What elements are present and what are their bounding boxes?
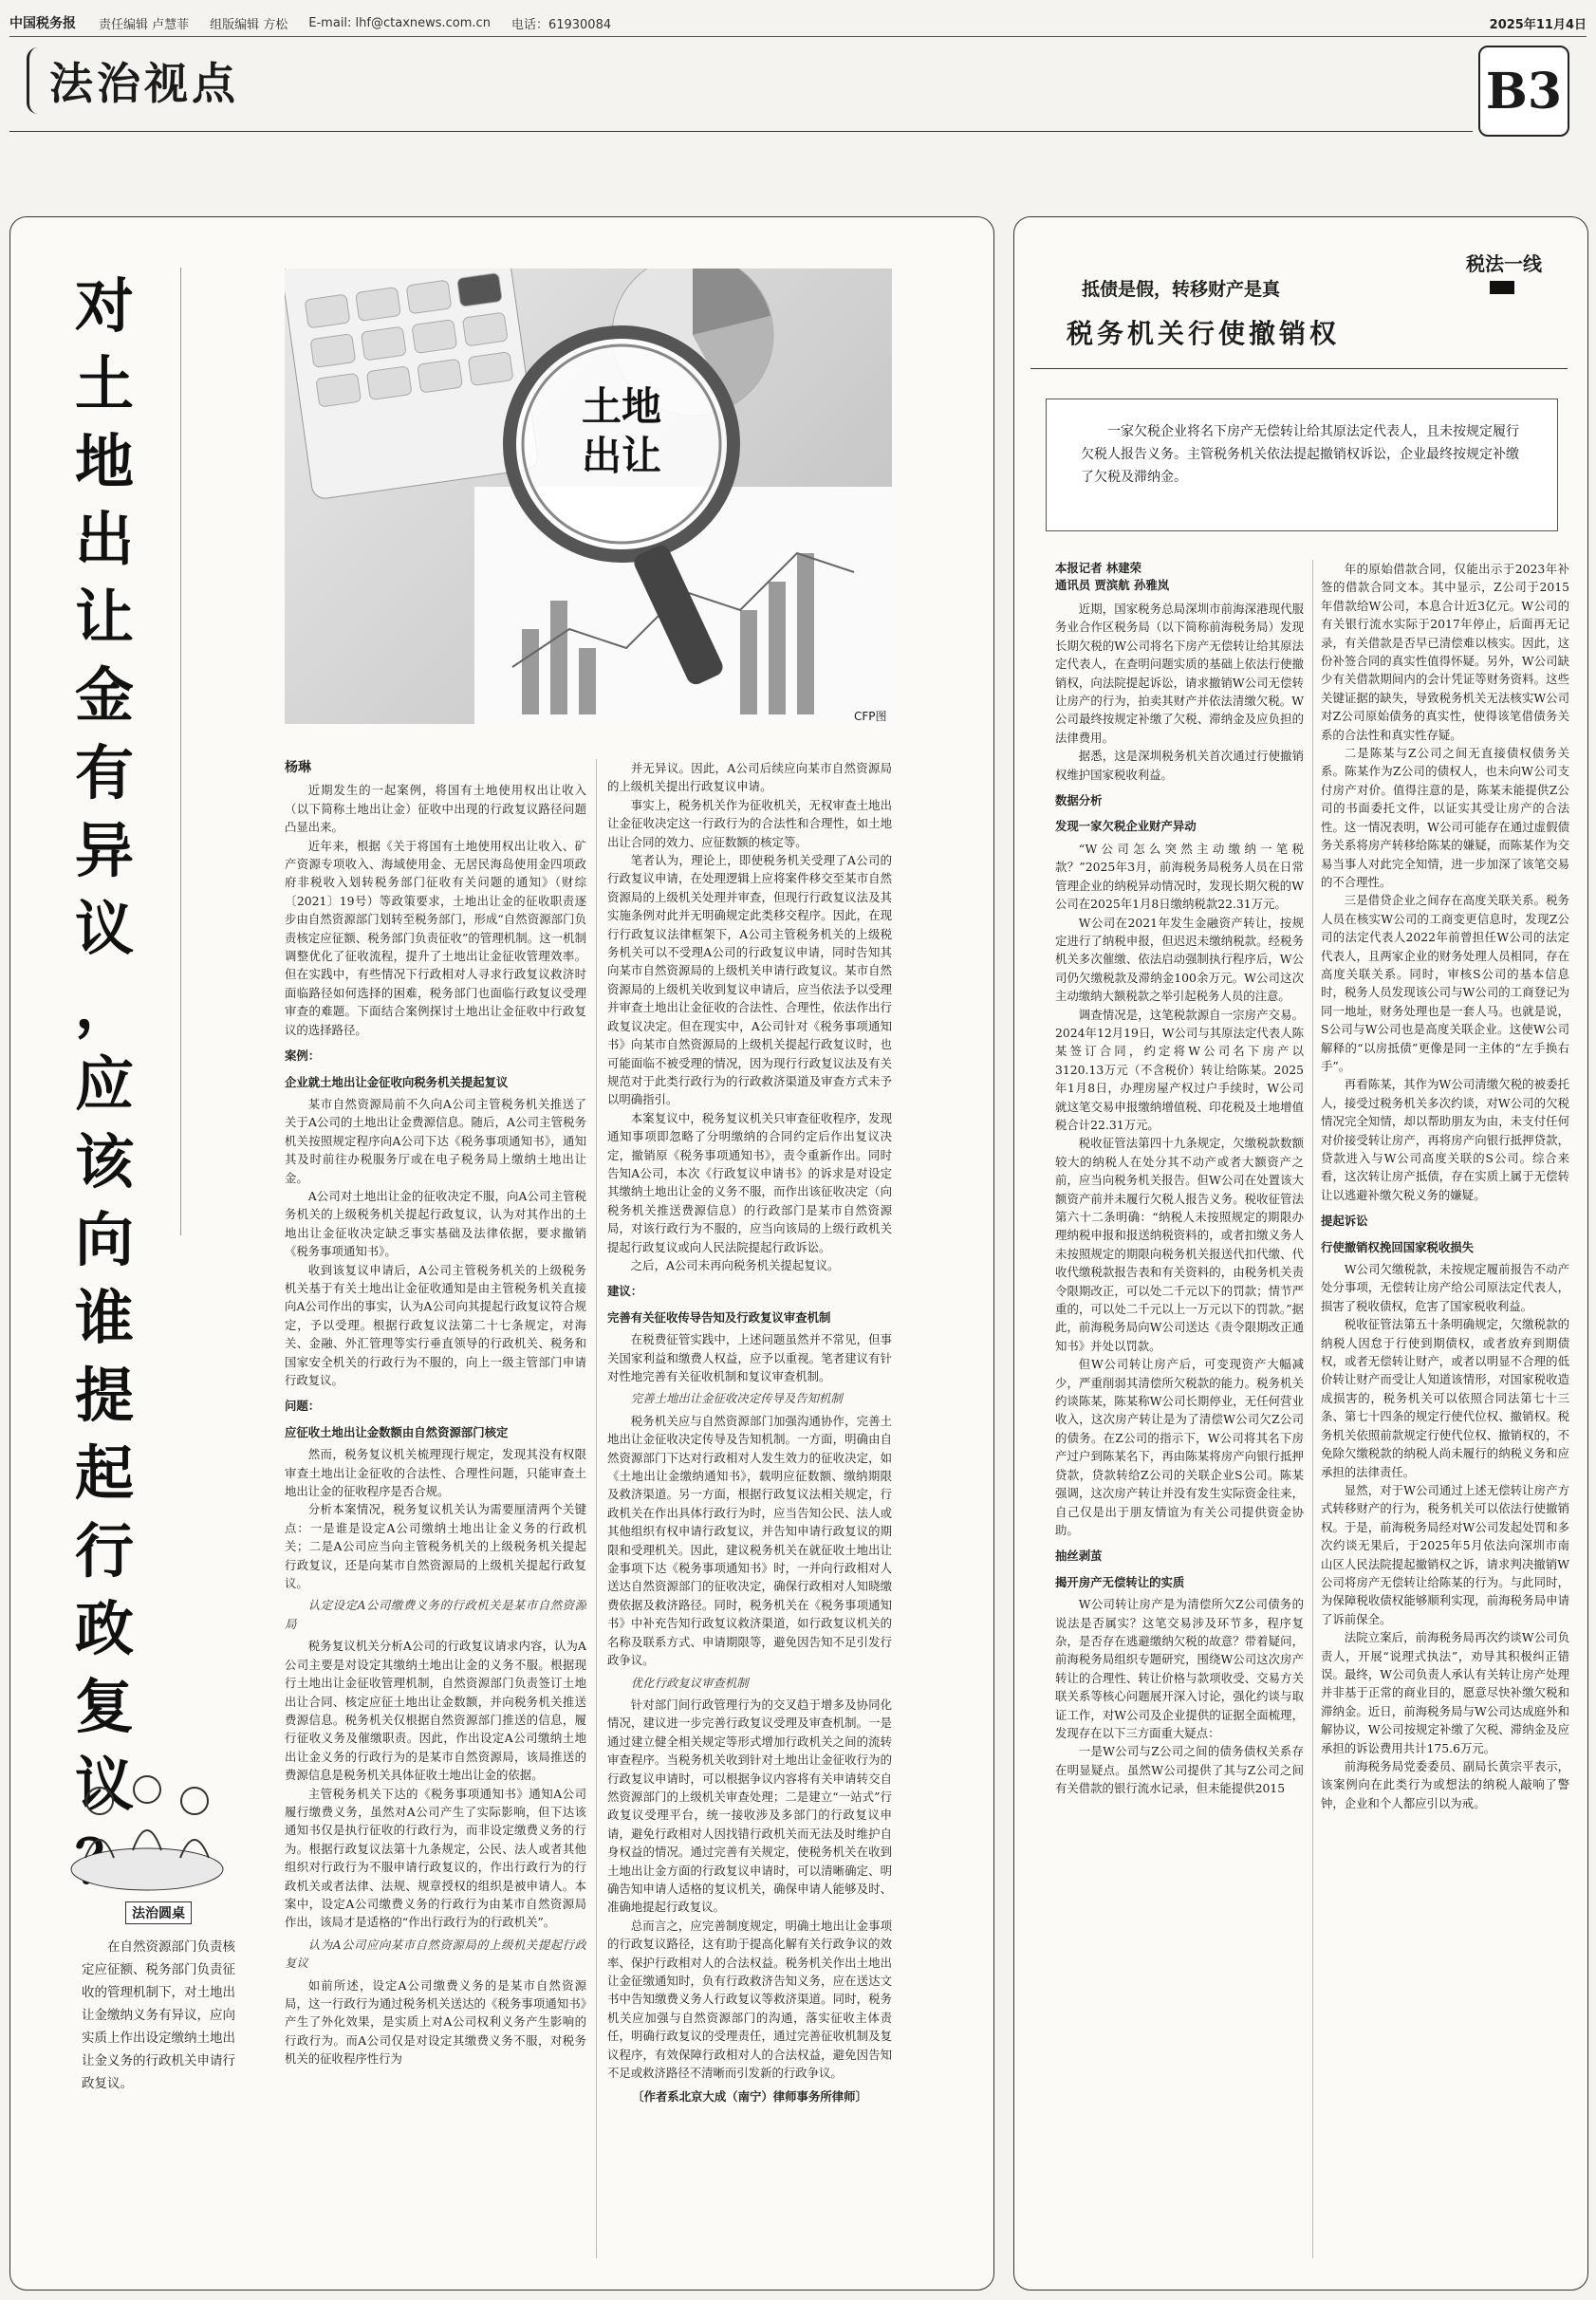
- article-paragraph: 近期发生的一起案例，将国有土地使用权出让收入（以下简称土地出让金）征收中出现的行政复议路径问题凸显出来。: [285, 783, 586, 835]
- author-byline: 杨琳: [285, 760, 311, 775]
- title-char: 行: [74, 1516, 134, 1586]
- article-subheading: 发现一家欠税企业财产异动: [1055, 819, 1197, 834]
- article-paragraph: W公司在2021年发生金融资产转让，按规定进行了纳税申报，但迟迟未缴纳税款。经税务机关多次催缴、依法启动强制执行程序后，W公司仍欠缴税款及滞纳金100余万元。W公司这次主动缴纳大额税款之举引起税务人员的注意。: [1055, 915, 1304, 1004]
- right-article-column-1: [1055, 560, 1304, 2258]
- article-paragraph: A公司对土地出让金的征收决定不服，向A公司主管税务机关的上级税务机关提起行政复议，认为对其作出的土地出让金征收决定缺乏事实基础及法律依据，要求撤销《税务事项通知书》。: [285, 1188, 586, 1259]
- right-article-lead: 一家欠税企业将名下房产无偿转让给其原法定代表人，且未按规定履行欠税人报告义务。主管税务机关依法提起撤销权诉讼，企业最终按规定补缴了欠税及滞纳金。: [1046, 399, 1558, 531]
- column-divider: [596, 759, 597, 2258]
- article-subheading: 抽丝剥茧: [1055, 1549, 1103, 1564]
- right-article-column-2: [1321, 560, 1569, 2258]
- article-paragraph: 税务复议机关分析A公司的行政复议请求内容，认为A公司主要是对设定其缴纳土地出让金的义务不服。根据现行土地出让金征收管理机制，自然资源部门负责签订土地出让合同、核定应征土地出让金数额，并向税务机关推送费源信息。税务机关仅根据自然资源部门推送的信息，履行征收义务及催缴职责。因此，作出设定A公司缴纳土地出让金义务的行政行为的是某市自然资源局，该局推送的费源信息是税务机关具体征收土地出让金的依据。: [285, 1639, 586, 1783]
- article-paragraph: W公司欠缴税款，未按规定履前报告不动产处分事项，无偿转让房产给公司原法定代表人，损害了税收债权，危害了国家税收利益。: [1321, 1262, 1569, 1313]
- article-paragraph: 某市自然资源局前不久向A公司主管税务机关推送了关于A公司的土地出让金费源信息。随后，A公司主管税务机关按照规定程序向A公司下达《税务事项通知书》，通知其及时前往办税服务厅或在电子税务局上缴纳土地出让金。: [285, 1096, 586, 1185]
- photo-credit: CFP图: [854, 710, 887, 723]
- right-article-kicker: 抵债是假，转移财产是真: [1082, 279, 1281, 300]
- title-char: 谁: [74, 1283, 134, 1352]
- section-rule: [9, 131, 1473, 132]
- title-char: 议: [74, 1750, 134, 1819]
- article-paragraph: 分析本案情况，税务复议机关认为需要厘清两个关键点：一是谁是设定A公司缴纳土地出让金义务的行政机关；二是A公司应当向主管税务机关的上级税务机关提起行政复议，还是向某市自然资源局的上级机关提起行政复议。: [285, 1502, 586, 1591]
- left-article-title: [57, 268, 152, 1901]
- paper-name: 中国税务报: [9, 16, 76, 31]
- title-char: 起: [74, 1438, 134, 1508]
- author-footnote: 〔作者系北京大成（南宁）律师事务所律师〕: [632, 2089, 867, 2105]
- roundtable-icon: [57, 1746, 237, 1907]
- magnifier-chart-photo: [285, 269, 892, 724]
- article-paragraph: 税务机关应与自然资源部门加强沟通协作，完善土地出让金征收决定传导及告知机制。一方面，明确由自然资源部门下达对行政相对人发生效力的征收决定，如《土地出让金缴纳通知书》，载明应征数额、缴纳期限及救济渠道。另一方面，根据行政复议法相关规定，行政机关在作出具体行政行为时，应当告知公民、法人或其他组织有权申请行政复议，并告知申请行政复议的期限和受理机关。因此，建议税务机关在就征收土地出让金事项下达《税务事项通知书》时，一并向行政相对人送达自然资源部门的征收决定，确保行政相对人知晓缴费依据及救济路径。同时，税务机关在《税务事项通知书》中补充告知行政复议救济渠道，如行政复议机关的名称及联系方式、申请期限等，避免因告知不足引发行政争议。: [607, 1413, 892, 1668]
- title-char: 向: [74, 1205, 134, 1274]
- page-code: B3: [1478, 46, 1569, 137]
- title-char: 让: [74, 583, 134, 652]
- title-char: 有: [74, 738, 134, 807]
- reporter-name: 通讯员 贾滨航 孙雅岚: [1055, 578, 1170, 592]
- section-header: [27, 47, 239, 114]
- article-paragraph: 之后，A公司未再向税务机关提起复议。: [630, 1257, 840, 1272]
- roundtable-illustration: [57, 1746, 237, 1926]
- article-subheading: 数据分析: [1055, 793, 1103, 808]
- email-contact[interactable]: E-mail: lhf@ctaxnews.com.cn: [308, 15, 491, 30]
- article-paragraph: 一是W公司与Z公司之间的债务债权关系存在明显疑点。虽然W公司提供了其与Z公司之间有关借款的银行流水记录，但未能提供2015: [1055, 1744, 1304, 1796]
- article-subheading: 应征收土地出让金数额由自然资源部门核定: [285, 1424, 509, 1439]
- article-subheading: 问题：: [285, 1399, 321, 1414]
- article-paragraph: 主管税务机关下达的《税务事项通知书》通知A公司履行缴费义务，虽然对A公司产生了实际影响，但下达该通知书仅是执行征收的行政行为，而非设定缴费义务的行为。根据行政复议法第十九条规定，公民、法人或者其他组织对行政行为不服申请行政复议的，作出行政行为的行政机关或者法律、法规、规章授权的组织是被申请人。本案中，设定A公司缴费义务的行政行为由某市自然资源局作出，该局才是适格的“作出行政行为的行政机关”。: [285, 1786, 586, 1930]
- article-paragraph: 年的原始借款合同，仅能出示于2023年补签的借款合同文本。其中显示，Z公司于2015年借款给W公司，本息合计近3亿元。W公司的有关银行流水实际于2017年停止，后面再无记录，有关借款是否早已清偿难以核实。因此，这份补签合同的真实性值得怀疑。另外，W公司缺少有关借款期间内的会计凭证等财务资料。这些关键证据的缺失，导致税务机关无法核实W公司对Z公司原始债务的真实性，使得该笔借债务关系的合法性和真实性存疑。: [1321, 562, 1569, 742]
- title-char: 出: [74, 505, 134, 574]
- article-subheading: 企业就土地出让金征收向税务机关提起复议: [285, 1074, 509, 1089]
- article-paragraph: 税收征管法第四十九条规定，欠缴税款数额较大的纳税人在处分其不动产或者大额资产之前，应当向税务机关报告。但W公司在处置该大额资产前并未履行欠税人报告义务。税收征管法第六十二条明确：“纳税人未按照规定的期限办理纳税申报和报送纳税资料的，或者扣缴义务人未按照规定的期限向税务机关报送代扣代缴、代收代缴税款报告表和有关资料的，由税务机关责令限期改正，可以处二千元以下的罚款；情节严重的，可以处二千元以上一万元以下的罚款。”据此，前海税务局向W公司送达《责令限期改正通知书》并处以罚款。: [1055, 1136, 1304, 1353]
- title-char: 政: [74, 1594, 134, 1663]
- article-paragraph: 总而言之，应完善制度规定，明确土地出让金事项的行政复议路径，这有助于提高化解有关行政争议的效率、保护行政相对人的合法权益。税务机关作出土地出让金征缴通知时，负有行政救济告知义务，应在送达文书中告知缴费义务人行政复议等救济渠道。同时，税务机关应加强与自然资源部门的沟通，落实征收主体责任，明确行政复议的受理责任，通过完善征收机制及复议程序，有效保障行政相对人的合法权益，避免因告知不足或救济路径不清晰而引发新的行政争议。: [607, 1918, 892, 2081]
- article-paragraph: 但W公司转让房产后，可变现资产大幅减少，严重削弱其清偿所欠税款的能力。税务机关约谈陈某，陈某称W公司长期停业，无任何营业收入，这次房产转让是为了清偿W公司欠Z公司的债务。在Z公司的指示下，W公司将其名下房产过户到陈某名下，再由陈某将房产向银行抵押贷款，贷款转给Z公司的关联企业S公司。陈某强调，这次房产转让并没有发生实际资金往来，自己仅是出于朋友情谊为有关公司提供资金协助。: [1055, 1357, 1304, 1537]
- article-subheading: 案例：: [285, 1048, 321, 1064]
- right-column-divider: [1312, 560, 1313, 2258]
- title-char: 对: [74, 271, 134, 341]
- article-paragraph: W公司转让房产是为清偿所欠Z公司债务的说法是否属实？这笔交易涉及环节多，程序复杂，是否存在逃避缴纳欠税的故意？带着疑问，前海税务局组织专题研究，围绕W公司这次房产转让的合理性、转让价格与款项收受、交易方关联关系等核心问题展开深入讨论，强化约谈与取证工作，对W公司及企业提供的证据全面梳理，发现存在以下三方面重大疑点：: [1055, 1597, 1304, 1740]
- article-paragraph: 事实上，税务机关作为征收机关，无权审查土地出让金征收决定这一行政行为的合法性和合理性，如土地出让合同的效力、应征数额的核定等。: [607, 797, 892, 849]
- article-paragraph: 前海税务局党委委员、副局长黄宗平表示，该案例向在此类行为或想法的纳税人敲响了警钟，企业和个人都应引以为戒。: [1321, 1759, 1569, 1810]
- article-subheading: 建议：: [607, 1284, 643, 1299]
- article-paragraph: “W公司怎么突然主动缴纳一笔税款？”2025年3月，前海税务局税务人员在日常管理企业的纳税异动情况时，发现长期欠税的W公司在2025年1月8日缴纳税款22.31万元。: [1055, 841, 1304, 912]
- article-paragraph: 显然，对于W公司通过上述无偿转让房产方式转移财产的行为，税务机关可以依法行使撤销权。于是，前海税务局经对W公司发起处罚和多次约谈无果后，于2025年5月依法向深圳市南山区人民法院提起撤销权之诉，请求判决撤销W公司将房产无偿转让给陈某的行为。与此同时，为保障税收债权能够顺利实现，前海税务局申请了诉前保全。: [1321, 1482, 1569, 1626]
- title-char: ，: [74, 972, 134, 1041]
- article-paragraph: 据悉，这是深圳税务机关首次通过行使撤销权维护国家税收利益。: [1055, 749, 1304, 782]
- title-char: 提: [74, 1361, 134, 1430]
- brush-calligraphy-logo: [1461, 245, 1547, 330]
- layout-editor-credit: 组版编辑 方松: [210, 17, 288, 32]
- title-char: 复: [74, 1672, 134, 1741]
- right-title-rule: [1030, 368, 1568, 369]
- title-char: 地: [74, 427, 134, 496]
- article-subheading: 优化行政复议审查机制: [630, 1675, 749, 1690]
- article-paragraph: 二是陈某与Z公司之间无直接债权债务关系。陈某作为Z公司的债权人，也未向W公司支付房产对价。值得注意的是，陈某未能提供Z公司的书面委托文件，以证实其受让房产的合法性。这一情况表明，W公司可能存在通过虚假债务关系将房产转移给陈某的嫌疑，而陈某作为交易当事人对此完全知情，进一步加深了该笔交易的不合理性。: [1321, 746, 1569, 889]
- title-divider: [180, 268, 181, 1235]
- article-paragraph: 调查情况是，这笔税款源自一宗房产交易。2024年12月19日，W公司与其原法定代表人陈某签订合同，约定将W公司名下房产以3120.13万元（不含税价）转让给陈某。2025年1月8日，办理房屋产权过户手续时，W公司就这笔交易申报缴纳增值税、印花税及土地增值税合计22.31万元。: [1055, 1007, 1304, 1132]
- article-paragraph: 税收征管法第五十条明确规定，欠缴税款的纳税人因怠于行使到期债权，或者放弃到期债权，或者无偿转让财产，或者以明显不合理的低价转让财产而受让人知道该情形，对国家税收造成损害的，税务机关可以依照合同法第七十三条、第七十四条的规定行使代位权、撤销权。税务机关依照前款规定行使代位权、撤销权的，不免除欠缴税款的纳税人尚未履行的纳税义务和应承担的法律责任。: [1321, 1317, 1569, 1479]
- right-article-title: 税务机关行使撤销权: [1067, 318, 1341, 349]
- article-subheading: 揭开房产无偿转让的实质: [1055, 1574, 1185, 1589]
- article-paragraph: 本案复议中，税务复议机关只审查征收程序，发现通知事项即忽略了分明缴纳的合同约定后作出复议决定，撤销原《税务事项通知书》，责令重新作出。同时告知A公司，本次《行政复议申请书》的诉求是对设定其缴纳土地出让金的义务不服，而作出该征收决定（向税务机关推送费源信息）的行政部门是某市自然资源局，对该行政行为不服的，应当向该局的上级行政机关提起行政复议或向人民法院提起行政诉讼。: [607, 1110, 892, 1254]
- issue-date: 2025年11月4日: [1489, 17, 1587, 32]
- photo-overlay-text: 土地 出让: [581, 383, 661, 479]
- logo-text: 税法一线: [1466, 252, 1542, 275]
- article-paragraph: 然而，税务复议机关梳理现行规定，发现其没有权限审查土地出让金征收的合法性、合理性问题，只能审查土地出让金的征收程序是否合规。: [285, 1447, 586, 1499]
- section-title: 法治视点: [49, 58, 239, 109]
- column-tag-label: 法治圆桌: [125, 1901, 192, 1924]
- article-paragraph: 三是借贷企业之间存在高度关联关系。税务人员在核实W公司的工商变更信息时，发现Z公司的法定代表人2022年前曾担任W公司的法定代表人，且两家企业的财务处理人员相同，存在高度关联关系。同时，审核S公司的基本信息时，税务人员发现该公司与W公司的工商登记为同一地址，财务处理也是一套人马。也就是说，S公司与W公司也是高度关联企业。这使W公司解释的“以房抵债”更像是同一主体的“左手换右手”。: [1321, 893, 1569, 1073]
- article-paragraph: 并无异议。因此，A公司后续应向某市自然资源局的上级机关提出行政复议申请。: [607, 761, 892, 794]
- article-paragraph: 近期，国家税务总局深圳市前海深港现代服务业合作区税务局（以下简称前海税务局）发现长期欠税的W公司将名下房产无偿转让给其原法定代表人，在查明问题实质的基础上依法行使撤销权，向法院提起诉讼，请求撤销W公司无偿转让房产的行为，拍卖其财产并依法清缴欠税。W公司最终按规定补缴了欠税、滞纳金及应负担的法律费用。: [1055, 602, 1304, 745]
- article-subheading: 提起诉讼: [1321, 1214, 1368, 1229]
- left-column-2-body: [607, 759, 892, 2082]
- article-paragraph: 再看陈某，其作为W公司清缴欠税的被委托人，接受过税务机关多次约谈，对W公司的欠税情况完全知情，却以帮助朋友为由，未支付任何对价接受转让房产，再将房产向银行抵押贷款，贷款进入与W公司高度关联的S公司。综合来看，这次转让房产抵债，存在实质上属于无偿转让以逃避补缴欠税义务的嫌疑。: [1321, 1077, 1569, 1202]
- left-column-1-body: [285, 781, 586, 2068]
- editor-credit: 责任编辑 卢慧菲: [99, 17, 190, 32]
- reporter-name: 本报记者 林建荣: [1055, 561, 1142, 575]
- editor-note: 在自然资源部门负责核定应征额、税务部门负责征收的管理机制下，对土地出让金缴纳义务有异议，应向实质上作出设定缴纳土地出让金义务的行政机关申请行政复议。: [82, 1939, 235, 2091]
- article-subheading: 认定设定A公司缴费义务的行政机关是某市自然资源局: [285, 1598, 586, 1631]
- phone-contact: 电话：61930084: [510, 17, 612, 32]
- article-paragraph: 法院立案后，前海税务局再次约谈W公司负责人，开展“说理式执法”，劝导其积极纠正错误。最终，W公司负责人承认有关转让房产处理并非基于正常的商业目的，愿意尽快补缴欠税和滞纳金。近日，前海税务局与W公司达成庭外和解协议，W公司按规定补缴了欠税、滞纳金及应承担的诉讼费用共计175.6万元。: [1321, 1630, 1569, 1755]
- article-paragraph: 笔者认为，理论上，即使税务机关受理了A公司的行政复议申请，在处理逻辑上应将案件移交至某市自然资源局的上级机关处理并审查，但现行行政复议法及其实施条例对此并无明确规定此类移交程序。因此，在现行行政复议法律框架下，A公司主管税务机关的上级税务机关可以不受理A公司的行政复议申请，同时告知其向某市自然资源局的上级机关申请行政复议。某市自然资源局的上级机关收到复议申请后，应当依法予以受理并审查土地出让金征收的合法性、合理性，依法作出行政复议决定。但在现实中，A公司针对《税务事项通知书》向某市自然资源局的上级机关提起行政复议时，也可能面临不被受理的情况，因为现行行政复议法及有关规范对于此类行政行为的行政救济渠道及审查方式未予以明确指引。: [607, 853, 892, 1107]
- title-char: 议: [74, 894, 134, 963]
- left-article-column-2: [607, 759, 892, 2258]
- right-column-1-body: [1055, 600, 1304, 1798]
- article-paragraph: 收到该复议申请后，A公司主管税务机关的上级税务机关基于有关土地出让金征收通知是由主管税务机关直接向A公司作出的事实，认为A公司向其提起行政复议符合规定，予以受理。根据行政复议法第二十七条规定，对海关、金融、外汇管理等实行垂直领导的行政机关、税务和国家安全机关的行政行为不服的，向上一级主管部门申请行政复议。: [285, 1262, 586, 1387]
- title-char: 土: [74, 349, 134, 418]
- article-paragraph: 如前所述，设定A公司缴费义务的是某市自然资源局，这一行政行为通过税务机关送达的《税务事项通知书》产生了外化效果，是实质上对A公司权利义务产生影响的行政行为。而A公司仅是对设定其缴费义务不服，对税务机关的征收程序性行为: [285, 1977, 586, 2067]
- title-char: 该: [74, 1127, 134, 1196]
- masthead-rule: [9, 36, 1587, 37]
- article-subheading: 认为A公司应向某市自然资源局的上级机关提起行政复议: [285, 1937, 586, 1971]
- article-paragraph: 在税费征管实践中，上述问题虽然并不常见，但事关国家利益和缴费人权益，应予以重视。笔者建议有针对性地完善有关征收机制和复议审查机制。: [607, 1332, 892, 1383]
- article-subheading: 行使撤销权挽回国家税收损失: [1321, 1239, 1475, 1254]
- masthead-strip: [9, 9, 1587, 36]
- title-char: 应: [74, 1049, 134, 1119]
- article-paragraph: 针对部门间行政管理行为的交叉趋于增多及协同化情况，建议进一步完善行政复议受理及审查机制。一是通过建立健全相关规定等形式增加行政机关之间的流转审查程序。当税务机关收到针对土地出让金征收行为的行政复议申请时，可以根据争议内容将有关申请转交自然资源部门的上级机关审查处理；二是建立“一站式”行政复议受理平台，统一接收涉及多部门的行政复议申请，避免行政相对人因找错行政机关而无法及时维护自身权益的情况。通过完善有关规定，使税务机关在收到土地出让金方面的行政复议申请时，可以清晰确定、明确告知申请人适格的复议机关，确保申请人能够及时、准确地提起行政复议。: [607, 1697, 892, 1915]
- photo-illustration: [285, 269, 892, 724]
- title-char: 金: [74, 660, 134, 730]
- title-char: 异: [74, 816, 134, 885]
- article-subheading: 完善有关征收传导告知及行政复议审查机制: [607, 1309, 831, 1325]
- section-bracket-icon: [27, 47, 38, 114]
- article-paragraph: 近年来，根据《关于将国有土地使用权出让收入、矿产资源专项收入、海域使用金、无居民海岛使用金四项政府非税收入划转税务部门征收有关问题的通知》（财综〔2021〕19号）等政策要求，土地出让金的征收职责逐步由自然资源部门划转至税务部门，形成“自然资源部门负责核定应征额、税务部门负责征收”的管理机制。这一机制调整优化了征收流程，提升了土地出让金征收管理效率。但在实践中，有些情况下行政相对人寻求行政复议救济时面临路径如何选择的困难，税务部门也面临行政复议受理审查的难题。下面结合案例探讨土地出让金征收中行政复议的选择路径。: [285, 838, 586, 1037]
- reporter-byline: [1055, 560, 1304, 594]
- left-article-column-1: [285, 759, 586, 2258]
- right-column-2-body: [1321, 560, 1569, 1812]
- article-subheading: 完善土地出让金征收决定传导及告知机制: [630, 1391, 843, 1406]
